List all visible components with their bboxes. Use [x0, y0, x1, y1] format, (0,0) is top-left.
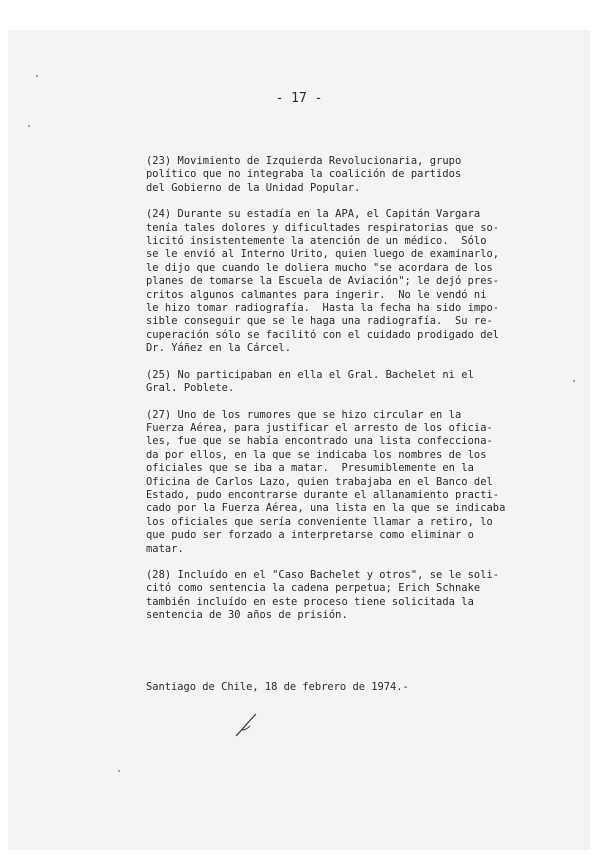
note-line: Dr. Yáñez en la Cárcel.	[146, 342, 292, 355]
document-page	[8, 30, 590, 850]
footnote-24	[146, 208, 582, 355]
scan-speck	[28, 125, 30, 127]
note-line: oficiales que se iba a matar. Presumiblemente en la	[146, 462, 474, 475]
note-line: citó como sentencia la cadena perpetua; Erich Schnake	[146, 582, 481, 595]
note-line: que pudo ser forzado a interpretarse como eliminar o	[146, 529, 474, 542]
note-line: les, fue que se había encontrado una lista confecciona-	[146, 435, 493, 448]
scan-speck	[118, 770, 120, 772]
note-line: critos algunos calmantes para ingerir. No le vendó ni	[146, 288, 487, 301]
note-line: los oficiales que sería conveniente llamar a retiro, lo	[146, 515, 493, 528]
note-line: cuperación sólo se facilitó con el cuidado prodigado del	[146, 328, 500, 341]
note-line: licitó insistentemente la atención de un médico. Sólo	[146, 235, 487, 248]
note-line: Oficina de Carlos Lazo, quien trabajaba en el Banco del	[146, 475, 493, 488]
place-date-line: Santiago de Chile, 18 de febrero de 1974.-	[146, 681, 409, 693]
note-line: Gral. Poblete.	[146, 382, 235, 395]
footnote-27	[146, 409, 582, 556]
note-line: matar.	[146, 542, 184, 555]
footnotes	[146, 155, 582, 636]
note-line: sible conseguir que se le haga una radiografía. Su re-	[146, 315, 493, 328]
note-line: político que no integraba la coalición de partidos	[146, 168, 462, 181]
note-line: planes de tomarse la Escuela de Aviación"; le dejó pres-	[146, 275, 500, 288]
footnote-23	[146, 155, 582, 195]
page-number: - 17 -	[275, 91, 323, 106]
note-line: (27) Uno de los rumores que se hizo circular en la	[146, 408, 462, 421]
note-line: (28) Incluído en el "Caso Bachelet y otros", se le soli-	[146, 568, 500, 581]
note-line: se le envió al Interno Urito, quien luego de examinarlo,	[146, 248, 500, 261]
note-line: Estado, pudo encontrarse durante el allanamiento practi-	[146, 488, 500, 501]
note-line: le dijo que cuando le doliera mucho "se acordara de los	[146, 261, 493, 274]
note-line: da por ellos, en la que se indicaba los nombres de los	[146, 448, 487, 461]
note-line: le hizo tomar radiografía. Hasta la fecha ha sido impo-	[146, 302, 500, 315]
signature-mark	[232, 710, 262, 740]
note-line: del Gobierno de la Unidad Popular.	[146, 181, 361, 194]
scan-speck	[36, 75, 38, 77]
note-line: (25) No participaban en ella el Gral. Bachelet ni el	[146, 368, 474, 381]
note-line: cado por la Fuerza Aérea, una lista en la que se indicaba	[146, 502, 506, 515]
note-line: también incluído en este proceso tiene solicitada la	[146, 595, 474, 608]
footnote-28	[146, 569, 582, 623]
footnote-25	[146, 369, 582, 396]
note-line: tenía tales dolores y dificultades respiratorias que so-	[146, 221, 500, 234]
note-line: sentencia de 30 años de prisión.	[146, 609, 348, 622]
note-line: (24) Durante su estadía en la APA, el Capitán Vargara	[146, 208, 481, 221]
note-line: Fuerza Aérea, para justificar el arresto de los oficia-	[146, 421, 493, 434]
note-line: (23) Movimiento de Izquierda Revolucionaria, grupo	[146, 155, 462, 167]
